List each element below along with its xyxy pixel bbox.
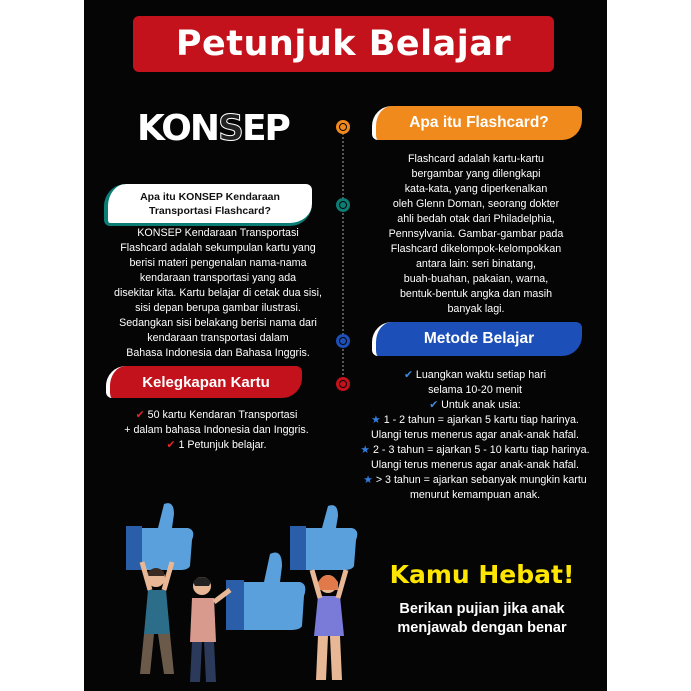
metode-item: ★ > 3 tahun = ajarkan sebanyak mungkin kartu menurut kemampuan anak. bbox=[363, 474, 587, 501]
metode-item: ★ 2 - 3 tahun = ajarkan 5 - 10 kartu tiap harinya. Ulangi terus menerus agar anak-anak hafal. bbox=[360, 444, 590, 471]
check-icon: ✔ bbox=[429, 399, 439, 411]
konsep-description: KONSEP Kendaraan Transportasi Flashcard adalah sekumpulan kartu yang berisi materi pengenalan nama-nama kendaraan transportasi yang ada disekitar kita. Kartu belajar di cetak dua sisi, sisi depan berupa gambar ilustrasi. Sedangkan sisi belakang berisi nama dari kendaraan transportasi dalam Bahasa Indonesia dan Bahasa Inggris. bbox=[114, 227, 322, 359]
check-icon: ✔ bbox=[135, 409, 145, 421]
logo-text-s: S bbox=[218, 108, 242, 149]
closing-subtext: Berikan pujian jika anak menjawab dengan benar bbox=[397, 601, 567, 636]
thumbs-up-icon bbox=[126, 503, 193, 570]
person-left bbox=[140, 562, 174, 674]
logo-text-start: KON bbox=[137, 108, 219, 149]
metode-item: ★ 1 - 2 tahun = ajarkan 5 kartu tiap harinya. Ulangi terus menerus agar anak-anak hafal. bbox=[371, 414, 579, 441]
star-icon: ★ bbox=[371, 414, 381, 426]
person-middle bbox=[190, 577, 230, 682]
star-icon: ★ bbox=[360, 444, 371, 456]
person-right bbox=[312, 570, 346, 680]
timeline-dot-teal bbox=[336, 198, 350, 212]
thumbs-up-illustration bbox=[114, 490, 364, 690]
metode-heading: Metode Belajar bbox=[372, 322, 582, 356]
kelengkapan-list bbox=[104, 408, 329, 453]
closing-headline: Kamu Hebat! bbox=[389, 560, 575, 589]
metode-list bbox=[346, 368, 604, 503]
timeline-dot-orange bbox=[336, 120, 350, 134]
flashcard-heading: Apa itu Flashcard? bbox=[372, 106, 582, 140]
flashcard-description: Flashcard adalah kartu-kartu bergambar yang dilengkapi kata-kata, yang diperkenalkan oleh Glenn Doman, seorang dokter ahli bedah otak dari Philadelphia, Pennsylvania. Gambar-gambar pada Flashcard dikelompok-kelompokkan antara lain: seri binatang, buah-buahan, pakaian, warna, bentuk-bentuk angka dan masih banyak lagi. bbox=[388, 153, 564, 315]
thumbs-up-icon bbox=[290, 505, 357, 570]
kelengkapan-item: ✔ 1 Petunjuk belajar. bbox=[166, 439, 267, 451]
kelengkapan-heading: Kelegkapan Kartu bbox=[106, 366, 302, 398]
konsep-logo bbox=[137, 108, 289, 149]
metode-item: ✔ Luangkan waktu setiap hari selama 10-20 menit bbox=[403, 369, 547, 396]
konsep-heading: Apa itu KONSEP Kendaraan Transportasi Flashcard? bbox=[104, 184, 312, 226]
page-title: Petunjuk Belajar bbox=[175, 24, 512, 64]
star-icon: ★ bbox=[363, 474, 373, 486]
check-icon: ✔ bbox=[403, 369, 413, 381]
poster bbox=[84, 0, 607, 691]
check-icon: ✔ bbox=[166, 439, 176, 451]
metode-item: ✔ Untuk anak usia: bbox=[429, 399, 521, 411]
logo-text-end: EP bbox=[241, 108, 289, 149]
title-banner bbox=[133, 16, 554, 72]
kelengkapan-item: ✔ 50 kartu Kendaran Transportasi + dalam bahasa Indonesia dan Inggris. bbox=[124, 409, 309, 436]
